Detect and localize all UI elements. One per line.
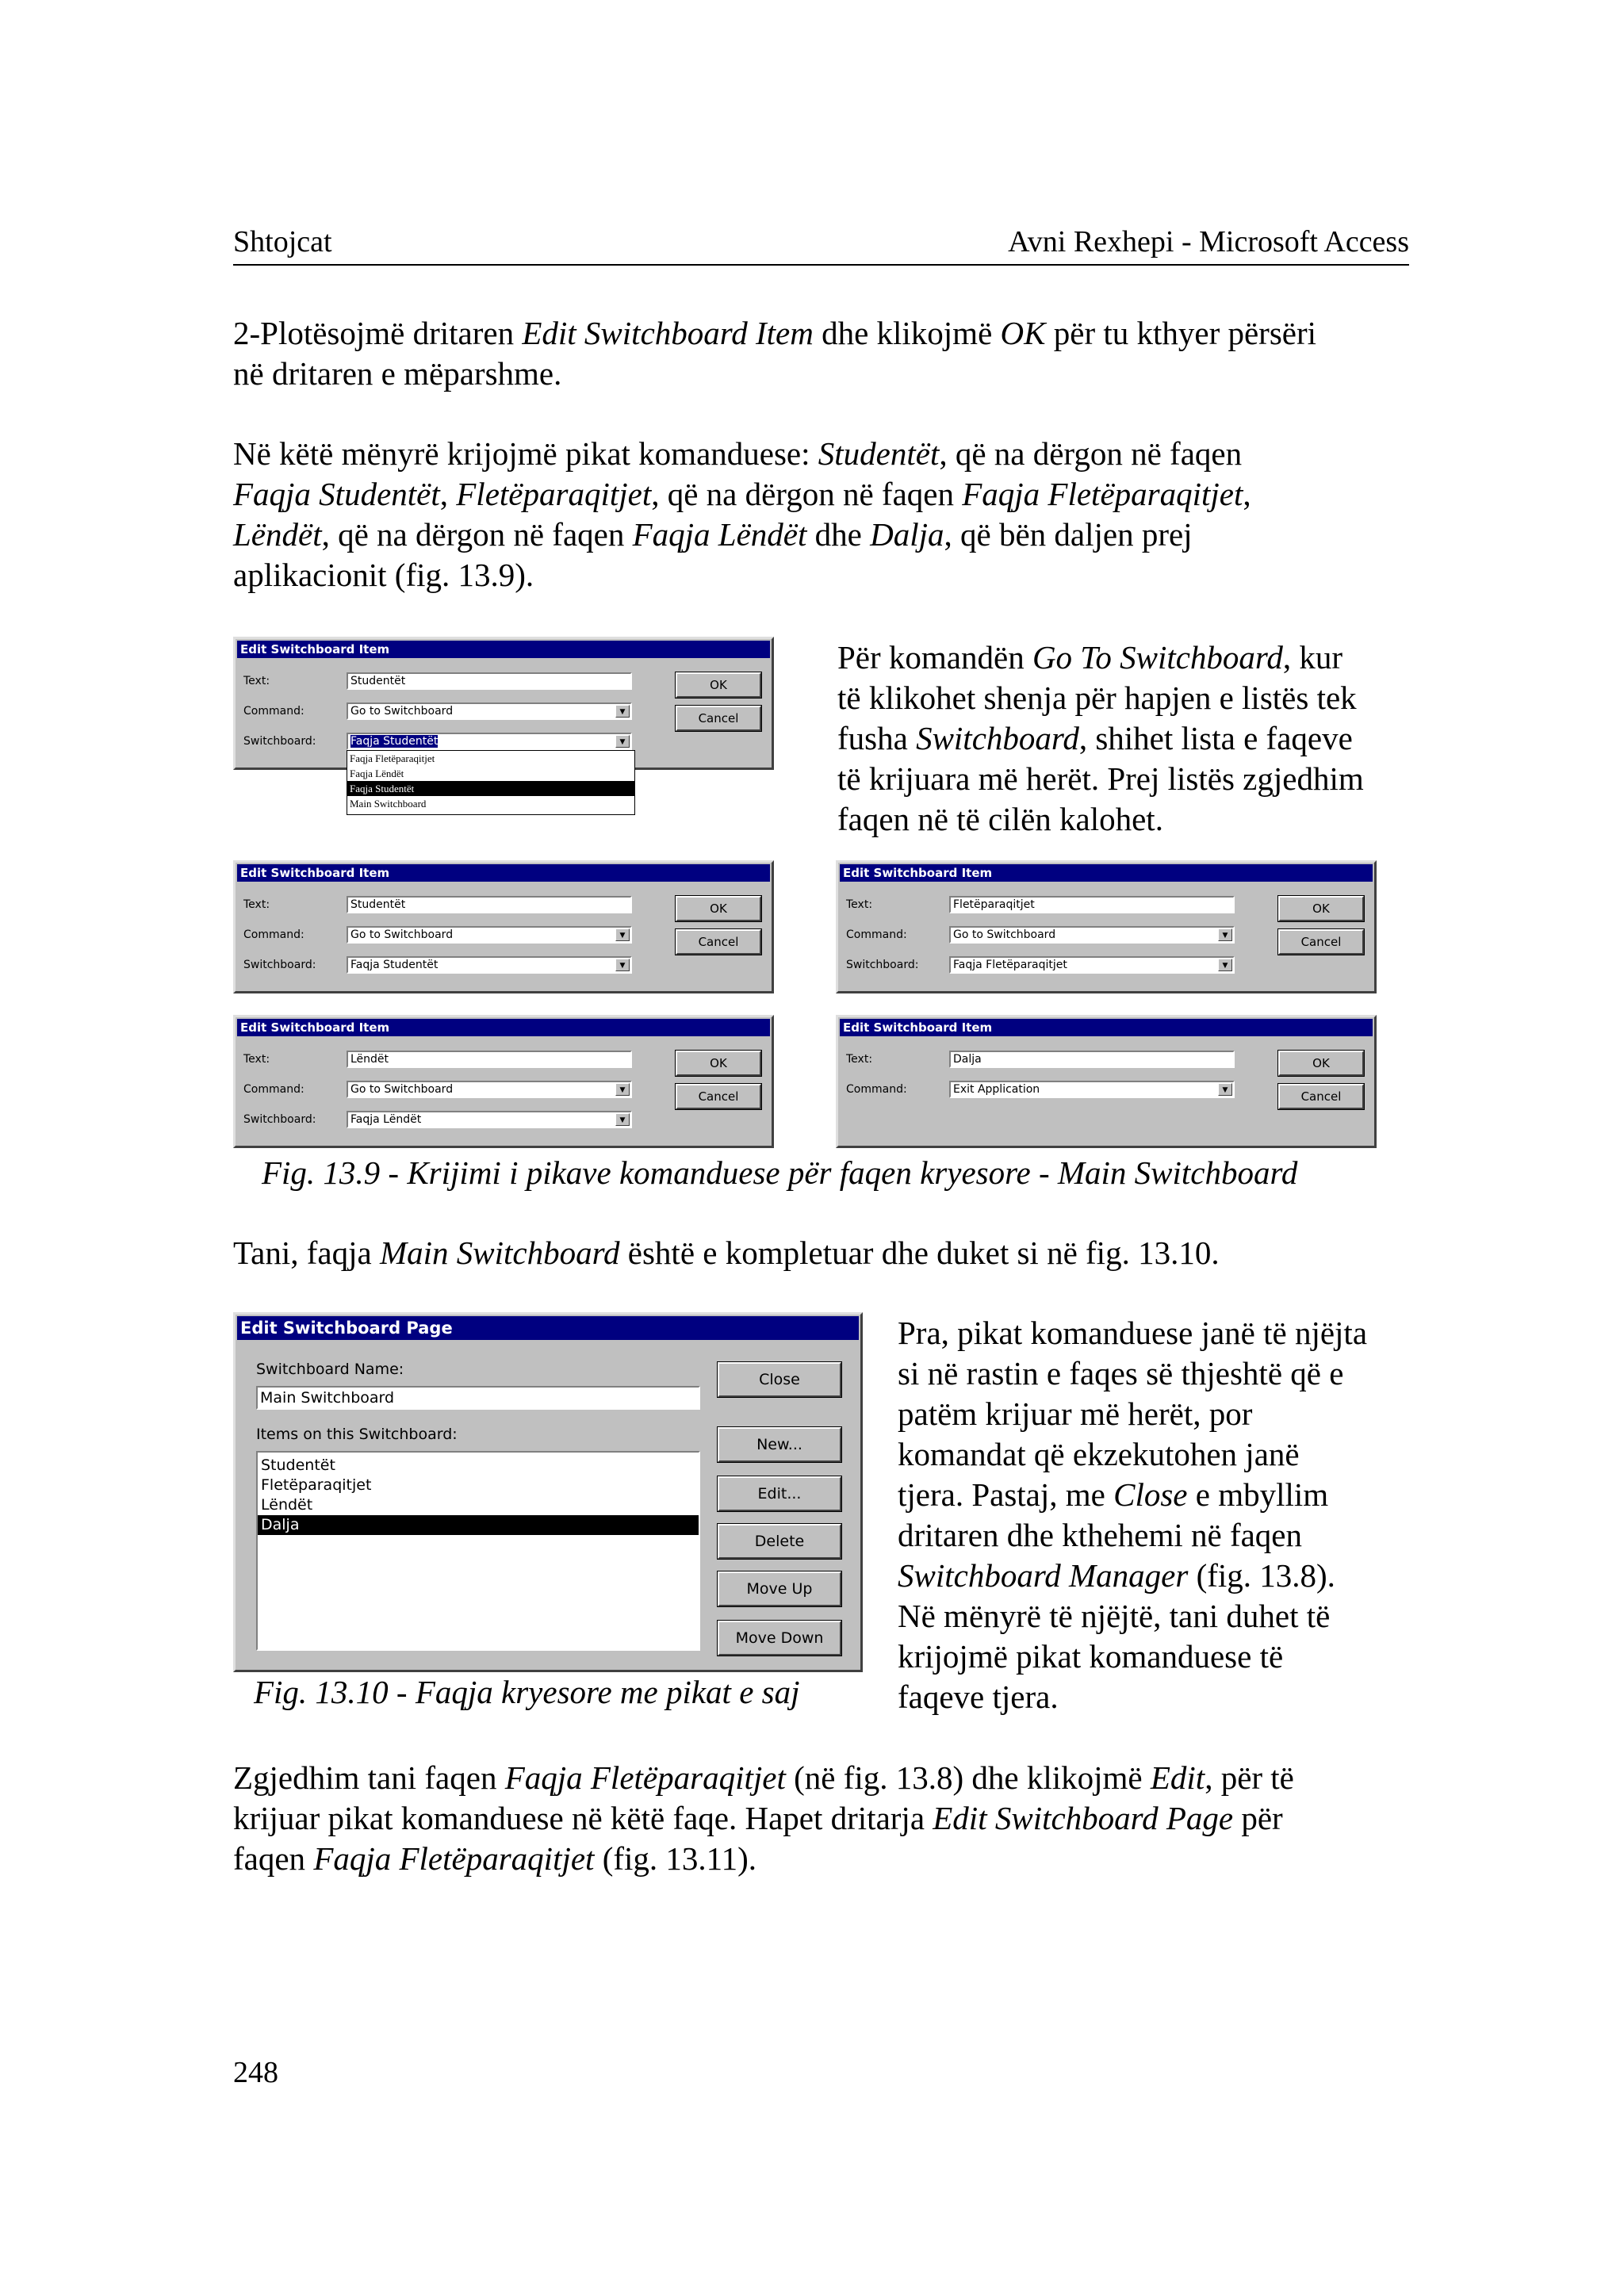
dialog-title: Edit Switchboard Item <box>840 1019 1373 1036</box>
chevron-down-icon[interactable]: ▼ <box>1218 1083 1232 1096</box>
running-header-right: Avni Rexhepi - Microsoft Access <box>1008 225 1409 258</box>
text-label: Text: <box>243 898 270 911</box>
list-item[interactable]: Lëndët <box>261 1496 313 1514</box>
chevron-down-icon[interactable]: ▼ <box>1218 928 1232 941</box>
switchboard-select[interactable]: Faqja Lëndët ▼ <box>347 1111 632 1128</box>
new-button[interactable]: New... <box>718 1427 841 1462</box>
paragraph-2: Në këtë mënyrë krijojmë pikat komanduese: Studentët, që na dërgon në faqen Faqja Studentët, Fletëparaqitjet, që na dërgon në faqen Faqja Fletëparaqitjet, Lëndët, që na dërgon në faqen Faqja Lëndët dhe Dalja, që bën daljen prej aplikacionit (fig. 13.9). <box>233 435 1251 593</box>
list-item-selected[interactable]: Dalja <box>258 1515 699 1535</box>
text-label: Text: <box>243 675 270 687</box>
page-number: 248 <box>233 2056 278 2089</box>
edit-switchboard-item-dialog-3 <box>836 860 1377 993</box>
switchboard-select[interactable]: Faqja Fletëparaqitjet ▼ <box>949 956 1235 974</box>
figure-caption-13-9: Fig. 13.9 - Krijimi i pikave komanduese për faqen kryesore - Main Switchboard <box>262 1154 1298 1191</box>
chevron-down-icon[interactable]: ▼ <box>615 705 630 718</box>
edit-switchboard-page-dialog <box>233 1312 863 1672</box>
move-up-button[interactable]: Move Up <box>718 1571 841 1606</box>
cancel-button[interactable]: Cancel <box>676 1084 761 1109</box>
close-button[interactable]: Close <box>718 1362 841 1397</box>
chevron-down-icon[interactable]: ▼ <box>615 735 630 748</box>
dialog-title: Edit Switchboard Page <box>237 1316 859 1340</box>
cancel-button[interactable]: Cancel <box>676 706 761 731</box>
list-item[interactable]: Studentët <box>261 1457 335 1474</box>
ok-button[interactable]: OK <box>676 672 761 698</box>
text-field[interactable]: Fletëparaqitjet <box>949 896 1235 913</box>
command-label: Command: <box>243 705 304 718</box>
text-label: Text: <box>846 898 873 911</box>
switchboard-dropdown-list[interactable] <box>347 750 635 815</box>
items-label: Items on this Switchboard: <box>256 1426 458 1443</box>
ok-button[interactable]: OK <box>1278 896 1364 921</box>
edit-switchboard-item-dialog-5 <box>836 1015 1377 1148</box>
ok-button[interactable]: OK <box>1278 1051 1364 1076</box>
text-field[interactable]: Dalja <box>949 1051 1235 1068</box>
running-header-left: Shtojcat <box>233 225 332 258</box>
edit-switchboard-item-dialog-4 <box>233 1015 774 1148</box>
paragraph-1: 2-Plotësojmë dritaren Edit Switchboard Item dhe klikojmë OK për tu kthyer përsëri në dritaren e mëparshme. <box>233 315 1317 392</box>
chevron-down-icon[interactable]: ▼ <box>615 928 630 941</box>
command-label: Command: <box>243 1083 304 1096</box>
cancel-button[interactable]: Cancel <box>1278 929 1364 955</box>
command-select[interactable]: Go to Switchboard ▼ <box>347 1081 632 1098</box>
edit-switchboard-item-dialog-2 <box>233 860 774 993</box>
paragraph-4: Zgjedhim tani faqen Faqja Fletëparaqitjet (në fig. 13.8) dhe klikojmë Edit, për të krijuar pikat komanduese në këtë faqe. Hapet dritarja Edit Switchboard Page për faqen Faqja Fletëparaqitjet (fig. 13.11). <box>233 1759 1294 1877</box>
dialog-title: Edit Switchboard Item <box>237 864 770 882</box>
dialog-title: Edit Switchboard Item <box>237 1019 770 1036</box>
ok-button[interactable]: OK <box>676 896 761 921</box>
dropdown-option[interactable]: Main Switchboard <box>350 798 427 810</box>
chevron-down-icon[interactable]: ▼ <box>615 1113 630 1126</box>
move-down-button[interactable]: Move Down <box>718 1621 841 1656</box>
command-select[interactable]: Go to Switchboard ▼ <box>347 926 632 944</box>
header-rule <box>233 264 1409 266</box>
command-label: Command: <box>846 1083 907 1096</box>
command-select[interactable]: Go to Switchboard ▼ <box>949 926 1235 944</box>
command-select[interactable]: Exit Application ▼ <box>949 1081 1235 1098</box>
items-listbox[interactable] <box>256 1451 700 1651</box>
delete-button[interactable]: Delete <box>718 1524 841 1559</box>
switchboard-label: Switchboard: <box>243 735 316 748</box>
command-label: Command: <box>243 928 304 941</box>
text-field[interactable]: Lëndët <box>347 1051 632 1068</box>
switchboard-label: Switchboard: <box>243 959 316 971</box>
dropdown-option[interactable]: Faqja Lëndët <box>350 768 404 779</box>
cancel-button[interactable]: Cancel <box>1278 1084 1364 1109</box>
switchboard-label: Switchboard: <box>243 1113 316 1126</box>
dialog-title: Edit Switchboard Item <box>237 641 770 658</box>
text-label: Text: <box>846 1053 873 1066</box>
switchboard-select[interactable]: Faqja Studentët ▼ <box>347 956 632 974</box>
side-text-1: Për komandën Go To Switchboard, kur të klikohet shenja për hapjen e listës tek fusha Switchboard, shihet lista e faqeve të krijuara më herët. Prej listës zgjedhim faqen në të cilën kalohet. <box>837 639 1364 837</box>
edit-button[interactable]: Edit... <box>718 1476 841 1511</box>
chevron-down-icon[interactable]: ▼ <box>615 959 630 971</box>
paragraph-3: Tani, faqja Main Switchboard është e kompletuar dhe duket si në fig. 13.10. <box>233 1235 1220 1271</box>
cancel-button[interactable]: Cancel <box>676 929 761 955</box>
figure-caption-13-10: Fig. 13.10 - Faqja kryesore me pikat e saj <box>254 1674 800 1710</box>
text-field[interactable]: Studentët <box>347 896 632 913</box>
switchboard-name-label: Switchboard Name: <box>256 1361 404 1378</box>
switchboard-select[interactable]: Faqja Studentët ▼ <box>347 733 632 750</box>
dialog-title: Edit Switchboard Item <box>840 864 1373 882</box>
dropdown-option-selected[interactable]: Faqja Studentët <box>347 781 634 796</box>
chevron-down-icon[interactable]: ▼ <box>615 1083 630 1096</box>
ok-button[interactable]: OK <box>676 1051 761 1076</box>
switchboard-name-field[interactable]: Main Switchboard <box>256 1386 700 1410</box>
chevron-down-icon[interactable]: ▼ <box>1218 959 1232 971</box>
text-field[interactable]: Studentët <box>347 672 632 690</box>
command-select[interactable]: Go to Switchboard ▼ <box>347 702 632 720</box>
command-label: Command: <box>846 928 907 941</box>
text-label: Text: <box>243 1053 270 1066</box>
list-item[interactable]: Fletëparaqitjet <box>261 1476 372 1494</box>
dropdown-option[interactable]: Faqja Fletëparaqitjet <box>350 752 435 764</box>
side-text-2: Pra, pikat komanduese janë të njëjta si në rastin e faqes së thjeshtë që e patëm krijuar më herët, por komandat që ekzekutohen janë tjera. Pastaj, me Close e mbyllim dritaren dhe kthehemi në faqen Switchboard Manager (fig. 13.8). Në mënyrë të njëjtë, tani duhet të krijojmë pikat komanduese të faqeve tjera. <box>898 1315 1368 1715</box>
switchboard-label: Switchboard: <box>846 959 919 971</box>
